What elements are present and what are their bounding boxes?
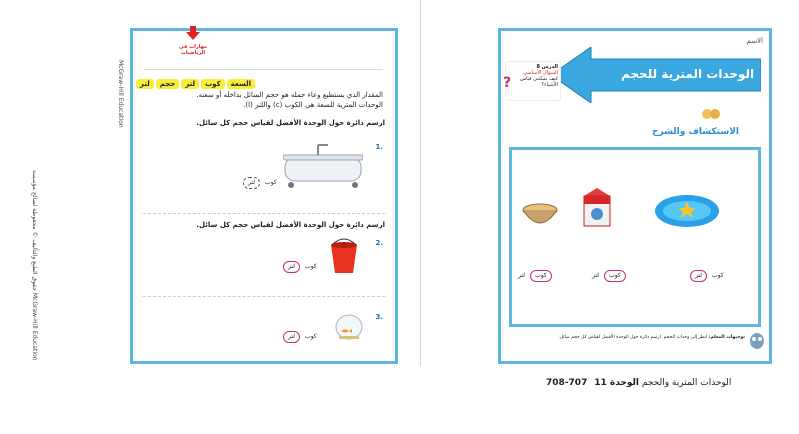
pictures-frame [509, 147, 761, 327]
skills-badge [173, 25, 213, 56]
teacher-note [535, 335, 745, 341]
lesson-box [505, 61, 561, 101]
left-page [130, 28, 398, 364]
soup-bowl-icon [522, 202, 558, 230]
option-cup[interactable]: كوب [265, 179, 277, 186]
option-liter[interactable]: لتر [518, 272, 525, 279]
item-number: 1. [375, 143, 383, 151]
bucket-icon [329, 237, 359, 279]
divider [143, 296, 385, 297]
owl-icon [749, 331, 765, 353]
instruction-1: ارسم دائرة حول الوحدة الأفضل لقياس حجم كل سائل. [196, 119, 385, 127]
page-title: الوحدات المترية للحجم [621, 67, 755, 81]
option-cup[interactable]: كوب [604, 270, 626, 282]
option-cup[interactable]: كوب [530, 270, 552, 282]
option-liter[interactable]: لتر [283, 331, 300, 343]
lesson-label: الدرس 8 [536, 64, 558, 70]
milk-carton-icon [582, 186, 612, 232]
vocab-chip: كوب [201, 79, 225, 89]
definition-line: الوحدات المترية للسعة هي الكوب (c) واللتر (l). [243, 101, 383, 109]
teacher-note-label: توجيهات المعلم: [708, 335, 745, 340]
bathtub-icon [283, 143, 363, 195]
skills-badge-label: مهارات في الرياضيات [179, 44, 207, 56]
vocab-chip: السعة [227, 79, 255, 89]
footer-unit: الوحدة 11 [594, 378, 639, 388]
option-cup[interactable]: كوب [305, 333, 317, 340]
section-title: الاستكشاف والشرح [652, 127, 739, 137]
right-page [498, 28, 772, 364]
item-options [243, 169, 277, 189]
essential-question-label: السؤال الأساسي [523, 70, 558, 76]
picture-options [592, 262, 626, 282]
option-cup[interactable]: كوب [305, 263, 317, 270]
picture-options [690, 262, 724, 282]
arrow-down-icon [186, 26, 200, 40]
option-liter[interactable]: لتر [592, 272, 599, 279]
essential-question: كيف يمكنني قياس الأشياء؟ [520, 76, 558, 88]
footer-unit-title: الوحدات المترية والحجم [641, 378, 732, 388]
footer-pages: 707-708 [546, 378, 588, 388]
pool-icon [654, 194, 720, 232]
item-number: 2. [375, 239, 383, 247]
teacher-note-text: انظر إلى وحدات الحجم. ارسم دائرة حول الوحدة الأفضل لقياس كل حجم سائل. [558, 335, 708, 340]
option-liter[interactable]: لتر [243, 177, 260, 189]
pointing-hands-icon [701, 105, 721, 124]
vocab-chip: لتر [181, 79, 199, 89]
fishbowl-icon [335, 311, 363, 345]
option-liter[interactable]: لتر [283, 261, 300, 273]
question-mark-icon: ? [503, 75, 512, 91]
spine-publisher: McGraw-Hill Education [117, 60, 124, 128]
picture-options [518, 262, 552, 282]
instruction-2: ارسم دائرة حول الوحدة الأفضل لقياس حجم كل سائل. [196, 221, 385, 229]
spine-copyright: حقوق الطبع والتأليف © محفوظة لصالح مؤسسة McGraw-Hill Education [31, 170, 38, 361]
item-number: 3. [375, 313, 383, 321]
vocab-chip: حجم [156, 79, 180, 89]
name-label: الاسم [746, 37, 763, 45]
item-options [283, 323, 317, 343]
book-gutter [420, 0, 421, 366]
divider [143, 213, 385, 214]
option-cup[interactable]: كوب [712, 272, 724, 279]
footer [520, 378, 780, 388]
option-liter[interactable]: لتر [690, 270, 707, 282]
vocab-chip: لتر [136, 79, 154, 89]
item-options [283, 253, 317, 273]
definition-line: المقدار الذي يستطيع وعاء حمله هو حجم السائل بداخله أو سعته. [196, 91, 383, 99]
definition-box [143, 69, 383, 139]
